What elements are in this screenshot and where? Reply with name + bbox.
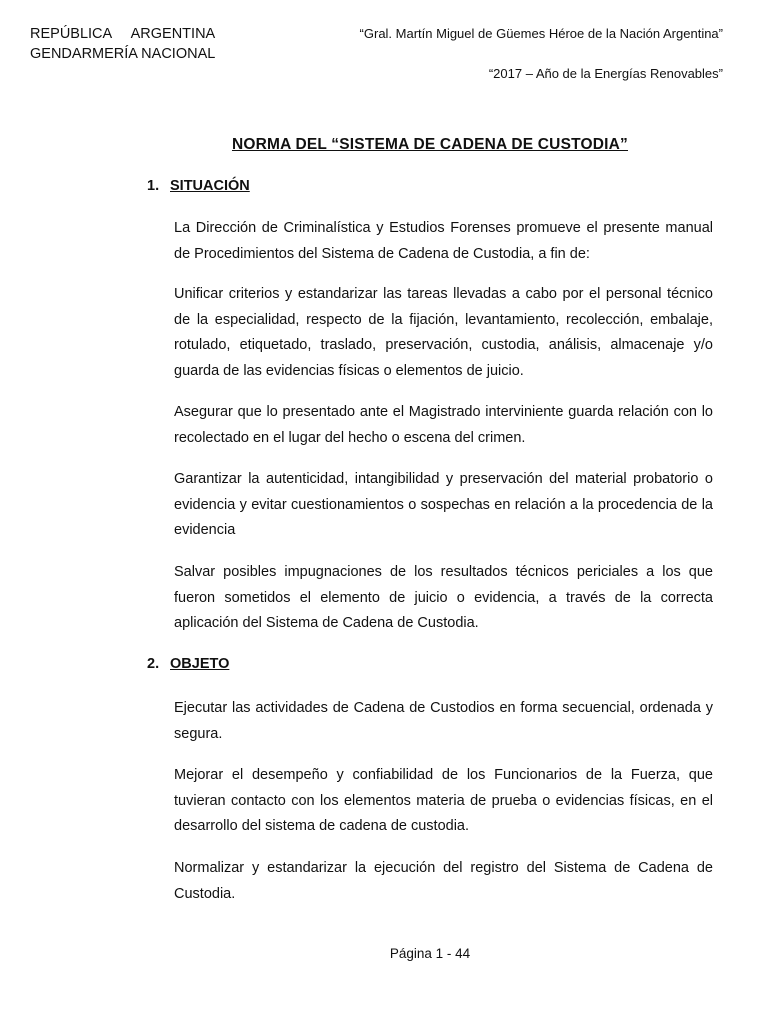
section-number: 2. [147,656,160,672]
paragraph: Garantizar la autenticidad, intangibilidad y preservación del material probatorio o evidencia y evitar cuestionamientos o sospechas en relación a la procedencia de la evidencia [174,471,713,538]
paragraph: La Dirección de Criminalística y Estudios Forenses promueve el presente manual de Procedimientos del Sistema de Cadena de Custodia, a fin de: [174,220,713,262]
section-heading-objeto [147,656,229,672]
paragraph: Asegurar que lo presentado ante el Magistrado interviniente guarda relación con lo recolectado en el lugar del hecho o escena del crimen. [174,404,713,446]
header-motto-2: “2017 – Año de la Energías Renovables” [488,66,723,81]
paragraph: Ejecutar las actividades de Cadena de Custodios en forma secuencial, ordenada y segura. [174,700,713,742]
paragraph: Mejorar el desempeño y confiabilidad de los Funcionarios de la Fuerza, que tuvieran contacto con los elementos materia de prueba o evidencias físicas, en el desarrollo del sistema de cadena de custodia. [174,767,713,834]
section-title: OBJETO [170,656,230,672]
header-motto-1: “Gral. Martín Miguel de Güemes Héroe de la Nación Argentina” [359,26,723,41]
section-number: 1. [147,178,160,194]
country-name: REPÚBLICA ARGENTINA [30,26,216,42]
institution-header [30,24,215,64]
section-heading-situacion [147,178,250,194]
institution-name: GENDARMERÍA NACIONAL [30,46,216,62]
document-title: NORMA DEL “SISTEMA DE CADENA DE CUSTODIA” [231,136,628,153]
section-title: SITUACIÓN [170,178,250,194]
paragraph: Unificar criterios y estandarizar las tareas llevadas a cabo por el personal técnico de la especialidad, respecto de la fijación, levantamiento, recolección, embalaje, rotulado, etiquetado, traslado, preservación, custodia, análisis, almacenaje y/o guarda de las evidencias físicas o elementos de juicio. [174,286,713,379]
page-number: Página 1 - 44 [389,946,471,961]
paragraph: Normalizar y estandarizar la ejecución del registro del Sistema de Cadena de Custodia. [174,860,713,902]
paragraph: Salvar posibles impugnaciones de los resultados técnicos periciales a los que fueron sometidos el elemento de juicio o evidencia, a través de la correcta aplicación del Sistema de Cadena de Custodia. [174,564,713,631]
